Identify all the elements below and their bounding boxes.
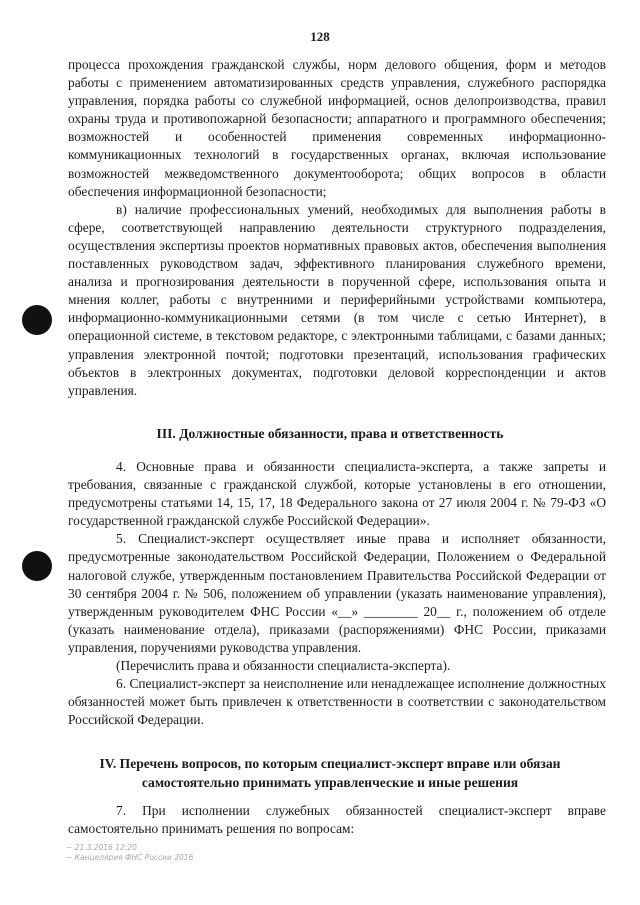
paragraph: в) наличие профессиональных умений, необходимых для выполнения работы в сфере, соответствующей направлению деятельности структурного подразделения, осуществления экспертизы проектов нормативных правовых актов, обеспечения выполнения поставленных руководством задач, эффективного планирования служебного времени, анализа и прогнозирования деятельности в порученной сфере, использования опыта и мнения коллег, работы с внутренними и периферийными устройствами компьютера, информационно-коммуникационными сетями (в том числе с сетью Интернет), в операционной системе, в текстовом редакторе, с электронными таблицами, с базами данных; управления электронной почтой; подготовки презентаций, использования графических объектов в электронных документах, подготовки деловой корреспонденции и актов управления.	[68, 201, 606, 398]
page-number: 128	[310, 29, 330, 44]
punch-hole	[22, 305, 52, 335]
paragraph: (Перечислить права и обязанности специалиста-эксперта).	[116, 658, 451, 674]
paragraph: 5. Специалист-эксперт осуществляет иные права и исполняет обязанности, предусмотренные законодательством Российской Федерации, Положением о Федеральной налоговой службе, утвержденным постановлением Правительства Российской Федерации от 30 сентября 2004 г. № 506, положением об управлении (указать наименование управления), утвержденным руководителем ФНС России «__» ________ 20__ г., положением об отделе (указать наименование отдела), приказами (распоряжениями) ФНС России, приказами управления, поручениями руководства управления.	[68, 531, 606, 655]
heading-line: IV. Перечень вопросов, по которым специалист-эксперт вправе или обязан	[99, 756, 561, 771]
section-heading-4	[60, 754, 600, 792]
paragraph: 7. При исполнении служебных обязанностей специалист-эксперт вправе самостоятельно принимать решения по вопросам:	[68, 803, 606, 837]
paragraph: 4. Основные права и обязанности специалиста-эксперта, а также запреты и требования, связанные с гражданской службой, которые установлены в его отношении, предусмотрены статьями 14, 15, 17, 18 Федерального закона от 27 июля 2004 г. № 79-ФЗ «О государственной гражданской службе Российской Федерации».	[68, 459, 606, 529]
body-text-section-3	[68, 458, 606, 729]
paragraph: 6. Специалист-эксперт за неисполнение или ненадлежащее исполнение должностных обязанностей может быть привлечен к ответственности в соответствии с законодательством Российской Федерации.	[68, 676, 606, 728]
paragraph: процесса прохождения гражданской службы, норм делового общения, форм и методов работы с применением автоматизированных средств управления, служебного распорядка управления, порядка работы со служебной информацией, основ делопроизводства, правил охраны труда и противопожарной безопасности; аппаратного и программного обеспечения; возможностей и особенностей применения современных информационно-коммуникационных технологий в государственных органах, включая использование возможностей межведомственного документооборота; общих вопросов в области обеспечения информационной безопасности;	[68, 57, 606, 199]
section-heading-3: III. Должностные обязанности, права и ответственность	[156, 426, 504, 441]
body-text-section-4	[68, 802, 606, 838]
heading-line: самостоятельно принимать управленческие и иные решения	[141, 775, 519, 790]
body-text-top	[68, 56, 606, 400]
stamp-line: ~ 21.3.2016 12:20	[66, 843, 137, 852]
registration-stamp	[66, 843, 193, 863]
stamp-line: ~ Канцелярия ФНС России 2016	[66, 853, 194, 862]
punch-hole	[22, 551, 52, 581]
